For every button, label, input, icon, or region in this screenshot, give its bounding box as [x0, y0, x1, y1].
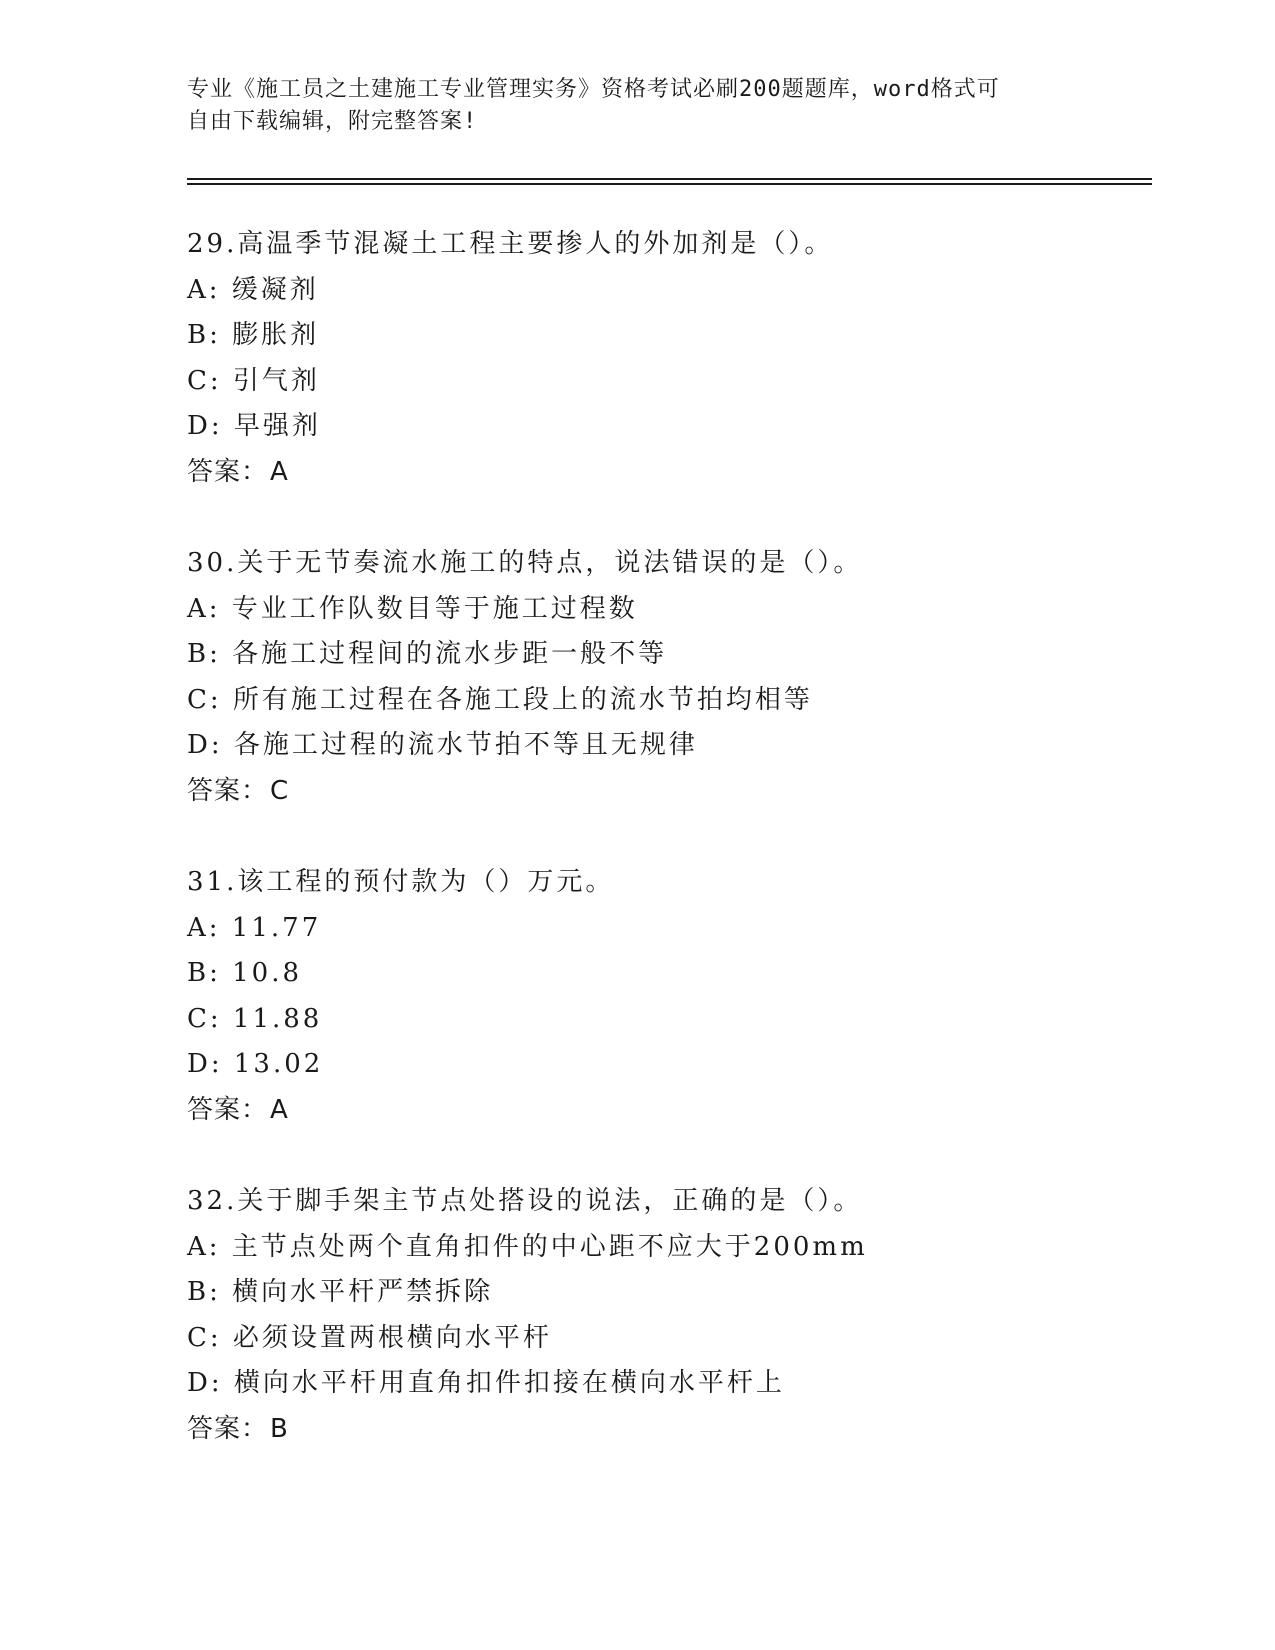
answer-label: 答案：: [187, 1413, 269, 1444]
option-a: A: 11.77: [187, 912, 322, 943]
option-b: B: 膨胀剂: [187, 320, 320, 350]
header-line-1: 专业《施工员之土建施工专业管理实务》资格考试必刷200题题库，word格式可: [187, 77, 1000, 102]
question-30: [187, 541, 1147, 814]
answer-label: 答案：: [187, 456, 269, 487]
option-c: C: 必须设置两根横向水平杆: [187, 1322, 552, 1353]
header-line-2: 自由下载编辑，附完整答案!: [187, 109, 478, 134]
option-d: D: 各施工过程的流水节拍不等且无规律: [187, 730, 698, 760]
answer-line: [187, 450, 1147, 496]
question-29: [187, 222, 1147, 495]
header-divider-top: [187, 178, 1152, 180]
option-a: A: 缓凝剂: [187, 274, 319, 305]
answer-value: A: [270, 456, 289, 487]
option-b: B: 10.8: [187, 958, 303, 988]
question-stem: 30.关于无节奏流水施工的特点，说法错误的是（）。: [187, 548, 863, 578]
question-stem: 31.该工程的预付款为（）万元。: [187, 867, 615, 897]
option-d: D: 早强剂: [187, 411, 321, 441]
question-32: [187, 1179, 1147, 1452]
option-d: D: 13.02: [187, 1049, 324, 1079]
answer-label: 答案：: [187, 775, 269, 806]
header-divider-bottom: [187, 183, 1152, 185]
answer-value: A: [270, 1094, 289, 1125]
option-d: D: 横向水平杆用直角扣件扣接在横向水平杆上: [187, 1368, 785, 1398]
option-a: A: 专业工作队数目等于施工过程数: [187, 593, 638, 624]
question-stem: 32.关于脚手架主节点处搭设的说法，正确的是（）。: [187, 1186, 863, 1216]
question-31: [187, 860, 1147, 1133]
option-c: C: 引气剂: [187, 365, 320, 396]
option-b: B: 横向水平杆严禁拆除: [187, 1277, 494, 1307]
answer-line: [187, 769, 1147, 815]
question-stem: 29.高温季节混凝土工程主要掺人的外加剂是（）。: [187, 229, 834, 259]
document-header: [187, 74, 1087, 138]
option-c: C: 所有施工过程在各施工段上的流水节拍均相等: [187, 684, 813, 715]
answer-value: B: [270, 1413, 289, 1444]
answer-label: 答案：: [187, 1094, 269, 1125]
option-c: C: 11.88: [187, 1003, 323, 1034]
answer-value: C: [270, 775, 290, 806]
answer-line: [187, 1407, 1147, 1453]
option-a: A: 主节点处两个直角扣件的中心距不应大于200mm: [187, 1231, 868, 1262]
option-b: B: 各施工过程间的流水步距一般不等: [187, 639, 668, 669]
answer-line: [187, 1088, 1147, 1134]
